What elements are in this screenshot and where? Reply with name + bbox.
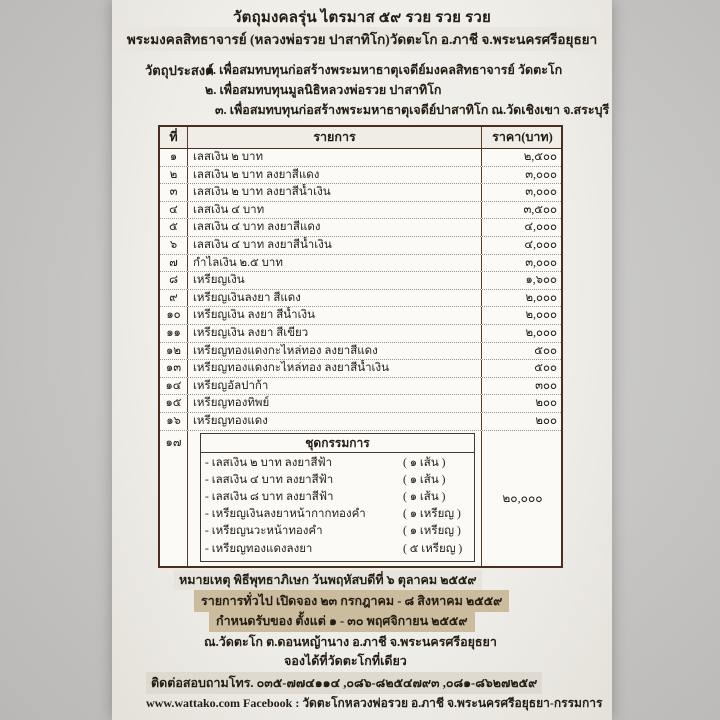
- row-price: ๔,๐๐๐: [524, 221, 557, 234]
- contact-phone-numbers: ติดต่อสอบถามโทร. ๐๓๕-๗๗๔๑๑๔ ,๐๘๖-๘๒๕๔๗๙๓ ,๐๘๑-๘๖๒๗๒๕๙: [146, 672, 542, 694]
- note-booking-place: จองได้ที่วัดตะโกที่เดียว: [284, 654, 407, 668]
- document-subtitle: พระมงคลสิทธาจารย์ (หลวงพ่อรวย ปาสาทิโก)วัดตะโก อ.ภาชี จ.พระนครศรีอยุธยา: [123, 27, 601, 51]
- document-page: [112, 0, 612, 720]
- row-item-name: เลสเงิน ๒ บาท ลงยาสีน้ำเงิน: [188, 184, 482, 201]
- note-pickup-period: กำหนดรับของ ตั้งแต่ ๑ - ๓๐ พฤศจิกายน ๒๕๕๙: [209, 610, 475, 632]
- committee-item: [205, 523, 470, 540]
- note-booking-period: รายการทั่วไป เปิดจอง ๒๓ กรกฎาคม - ๘ สิงหาคม ๒๕๕๙: [194, 590, 509, 612]
- purpose-label: วัตถุประสงค์: [145, 63, 214, 78]
- row-price: ๑,๖๐๐: [525, 274, 557, 287]
- row-item-name: เหรียญทองแดงกะไหล่ทอง ลงยาสีน้ำเงิน: [188, 360, 482, 377]
- committee-item: [205, 541, 470, 558]
- row-number: ๔: [160, 202, 188, 219]
- row-price: ๓,๐๐๐: [525, 186, 557, 199]
- column-header-no: ที่: [160, 127, 188, 148]
- row-item-name: เลสเงิน ๒ บาท ลงยาสีแดง: [188, 167, 482, 184]
- row-item-name: เหรียญเงิน ลงยา สีเขียว: [188, 325, 482, 342]
- row-number: ๑๒: [160, 343, 188, 360]
- row-price: ๒,๐๐๐: [525, 291, 557, 304]
- table-row: [160, 343, 561, 361]
- table-row: [160, 202, 561, 220]
- row-number: ๓: [160, 184, 188, 201]
- committee-row-number: ๑๗: [160, 431, 188, 566]
- document-subtitle-row: [112, 27, 612, 51]
- table-row: [160, 167, 561, 185]
- purpose-item: ๒. เพื่อสมทบทุนมูลนิธิหลวงพ่อรวย ปาสาทิโก: [205, 83, 442, 97]
- row-price: ๔,๐๐๐: [524, 238, 557, 251]
- committee-item-label: - เลสเงิน ๔ บาท ลงยาสีฟ้า: [205, 473, 334, 486]
- row-price: ๓๐๐: [535, 379, 557, 392]
- committee-item-qty: ( ๑ เส้น ): [403, 473, 446, 486]
- row-item-name: เหรียญอัลปาก้า: [188, 378, 482, 395]
- committee-item-label: - เหรียญทองแดงลงยา: [205, 542, 313, 555]
- committee-item-qty: ( ๑ เส้น ): [403, 490, 446, 503]
- table-row: [160, 325, 561, 343]
- table-row: [160, 290, 561, 308]
- table-row: [160, 307, 561, 325]
- committee-price: ๒๐,๐๐๐: [502, 490, 543, 505]
- table-row: [160, 413, 561, 431]
- committee-item: [205, 506, 470, 523]
- table-row: [160, 219, 561, 237]
- committee-item-qty: ( ๑ เหรียญ ): [403, 508, 461, 521]
- row-number: ๑๑: [160, 325, 188, 342]
- committee-item: [205, 489, 470, 506]
- row-price: ๓,๐๐๐: [525, 256, 557, 269]
- row-price: ๒,๕๐๐: [523, 151, 557, 163]
- row-number: ๑๔: [160, 378, 188, 395]
- row-item-name: เลสเงิน ๒ บาท: [188, 149, 482, 166]
- table-row: [160, 255, 561, 273]
- column-header-price: ราคา(บาท): [492, 130, 553, 144]
- row-item-name: กำไลเงิน ๒.๕ บาท: [188, 255, 482, 272]
- price-table: [158, 125, 563, 568]
- table-row: [160, 360, 561, 378]
- row-item-name: เหรียญทองแดงกะไหล่ทอง ลงยาสีแดง: [188, 343, 482, 360]
- committee-item: [205, 472, 470, 489]
- row-number: ๑๖: [160, 413, 188, 430]
- row-item-name: เหรียญเงิน ลงยา สีน้ำเงิน: [188, 307, 482, 324]
- row-number: ๒: [160, 167, 188, 184]
- row-price: ๕๐๐: [534, 344, 557, 357]
- committee-item-label: - เลสเงิน ๘ บาท ลงยาสีฟ้า: [205, 490, 334, 503]
- row-price: ๒,๐๐๐: [525, 309, 557, 322]
- row-price: ๓,๐๐๐: [525, 168, 557, 181]
- table-row: [160, 395, 561, 413]
- row-number: ๑๐: [160, 307, 188, 324]
- committee-item-qty: ( ๑ เหรียญ ): [403, 525, 461, 538]
- row-item-name: เหรียญเงินลงยา สีแดง: [188, 290, 482, 307]
- row-number: ๖: [160, 237, 188, 254]
- row-price: ๒๐๐: [535, 414, 557, 427]
- note-temple-address: ณ.วัดตะโก ต.ดอนหญ้านาง อ.ภาชี จ.พระนครศรีอยุธยา: [204, 635, 497, 649]
- committee-item-qty: ( ๑ เส้น ): [403, 456, 446, 469]
- row-price: ๒,๐๐๐: [525, 326, 557, 339]
- row-item-name: เลสเงิน ๔ บาท ลงยาสีน้ำเงิน: [188, 237, 482, 254]
- committee-box: [200, 433, 475, 562]
- purpose-item: ๓. เพื่อสมทบทุนก่อสร้างพระมหาธาตุเจดีย์ปาสาทิโก ณ.วัดเชิงเขา จ.สระบุรี: [215, 103, 610, 117]
- committee-item-label: - เหรียญเงินลงยาหน้ากากทองคำ: [205, 508, 366, 521]
- row-item-name: เหรียญทองแดง: [188, 413, 482, 430]
- row-number: ๕: [160, 219, 188, 236]
- purpose-item: ๑. เพื่อสมทบทุนก่อสร้างพระมหาธาตุเจดีย์มงคลสิทธาจารย์ วัดตะโก: [205, 63, 563, 77]
- row-price: ๓,๕๐๐: [523, 203, 557, 216]
- price-table-body: [160, 149, 561, 431]
- committee-items: [205, 455, 470, 558]
- row-number: ๙: [160, 290, 188, 307]
- row-number: ๗: [160, 255, 188, 272]
- contact-website-facebook: www.wattako.com Facebook : วัดตะโกหลวงพ่อรวย อ.ภาชี จ.พระนครศรีอยุธยา-กรรมการ: [146, 696, 603, 710]
- note-ceremony-date: หมายเหตุ พิธีพุทธาภิเษก วันพฤหัสบดีที่ ๖ ตุลาคม ๒๕๕๙: [174, 570, 482, 590]
- row-number: ๑๓: [160, 360, 188, 377]
- committee-item-label: - เหรียญนวะหน้าทองคำ: [205, 525, 323, 538]
- table-row: [160, 237, 561, 255]
- row-number: ๑๕: [160, 395, 188, 412]
- table-row: [160, 378, 561, 396]
- table-row: [160, 184, 561, 202]
- committee-item: [205, 455, 470, 472]
- row-item-name: เลสเงิน ๔ บาท: [188, 202, 482, 219]
- committee-item-qty: ( ๕ เหรียญ ): [403, 542, 463, 555]
- row-price: ๒๐๐: [535, 397, 557, 410]
- row-price: ๕๐๐: [534, 362, 557, 375]
- column-header-item: รายการ: [188, 127, 482, 148]
- table-row: [160, 149, 561, 167]
- committee-set-row: [160, 431, 561, 566]
- committee-cell: [188, 431, 482, 566]
- row-number: ๑: [160, 149, 188, 166]
- committee-item-label: - เลสเงิน ๒ บาท ลงยาสีฟ้า: [205, 456, 333, 469]
- row-item-name: เลสเงิน ๔ บาท ลงยาสีแดง: [188, 219, 482, 236]
- purpose-list: [205, 60, 610, 120]
- table-row: [160, 272, 561, 290]
- committee-title: ชุดกรรมการ: [201, 434, 474, 453]
- row-number: ๘: [160, 272, 188, 289]
- document-title: วัตถุมงคลรุ่น ไตรมาส ๕๙ รวย รวย รวย: [233, 10, 491, 26]
- row-item-name: เหรียญทองทิพย์: [188, 395, 482, 412]
- price-table-header: [160, 127, 561, 149]
- row-item-name: เหรียญเงิน: [188, 272, 482, 289]
